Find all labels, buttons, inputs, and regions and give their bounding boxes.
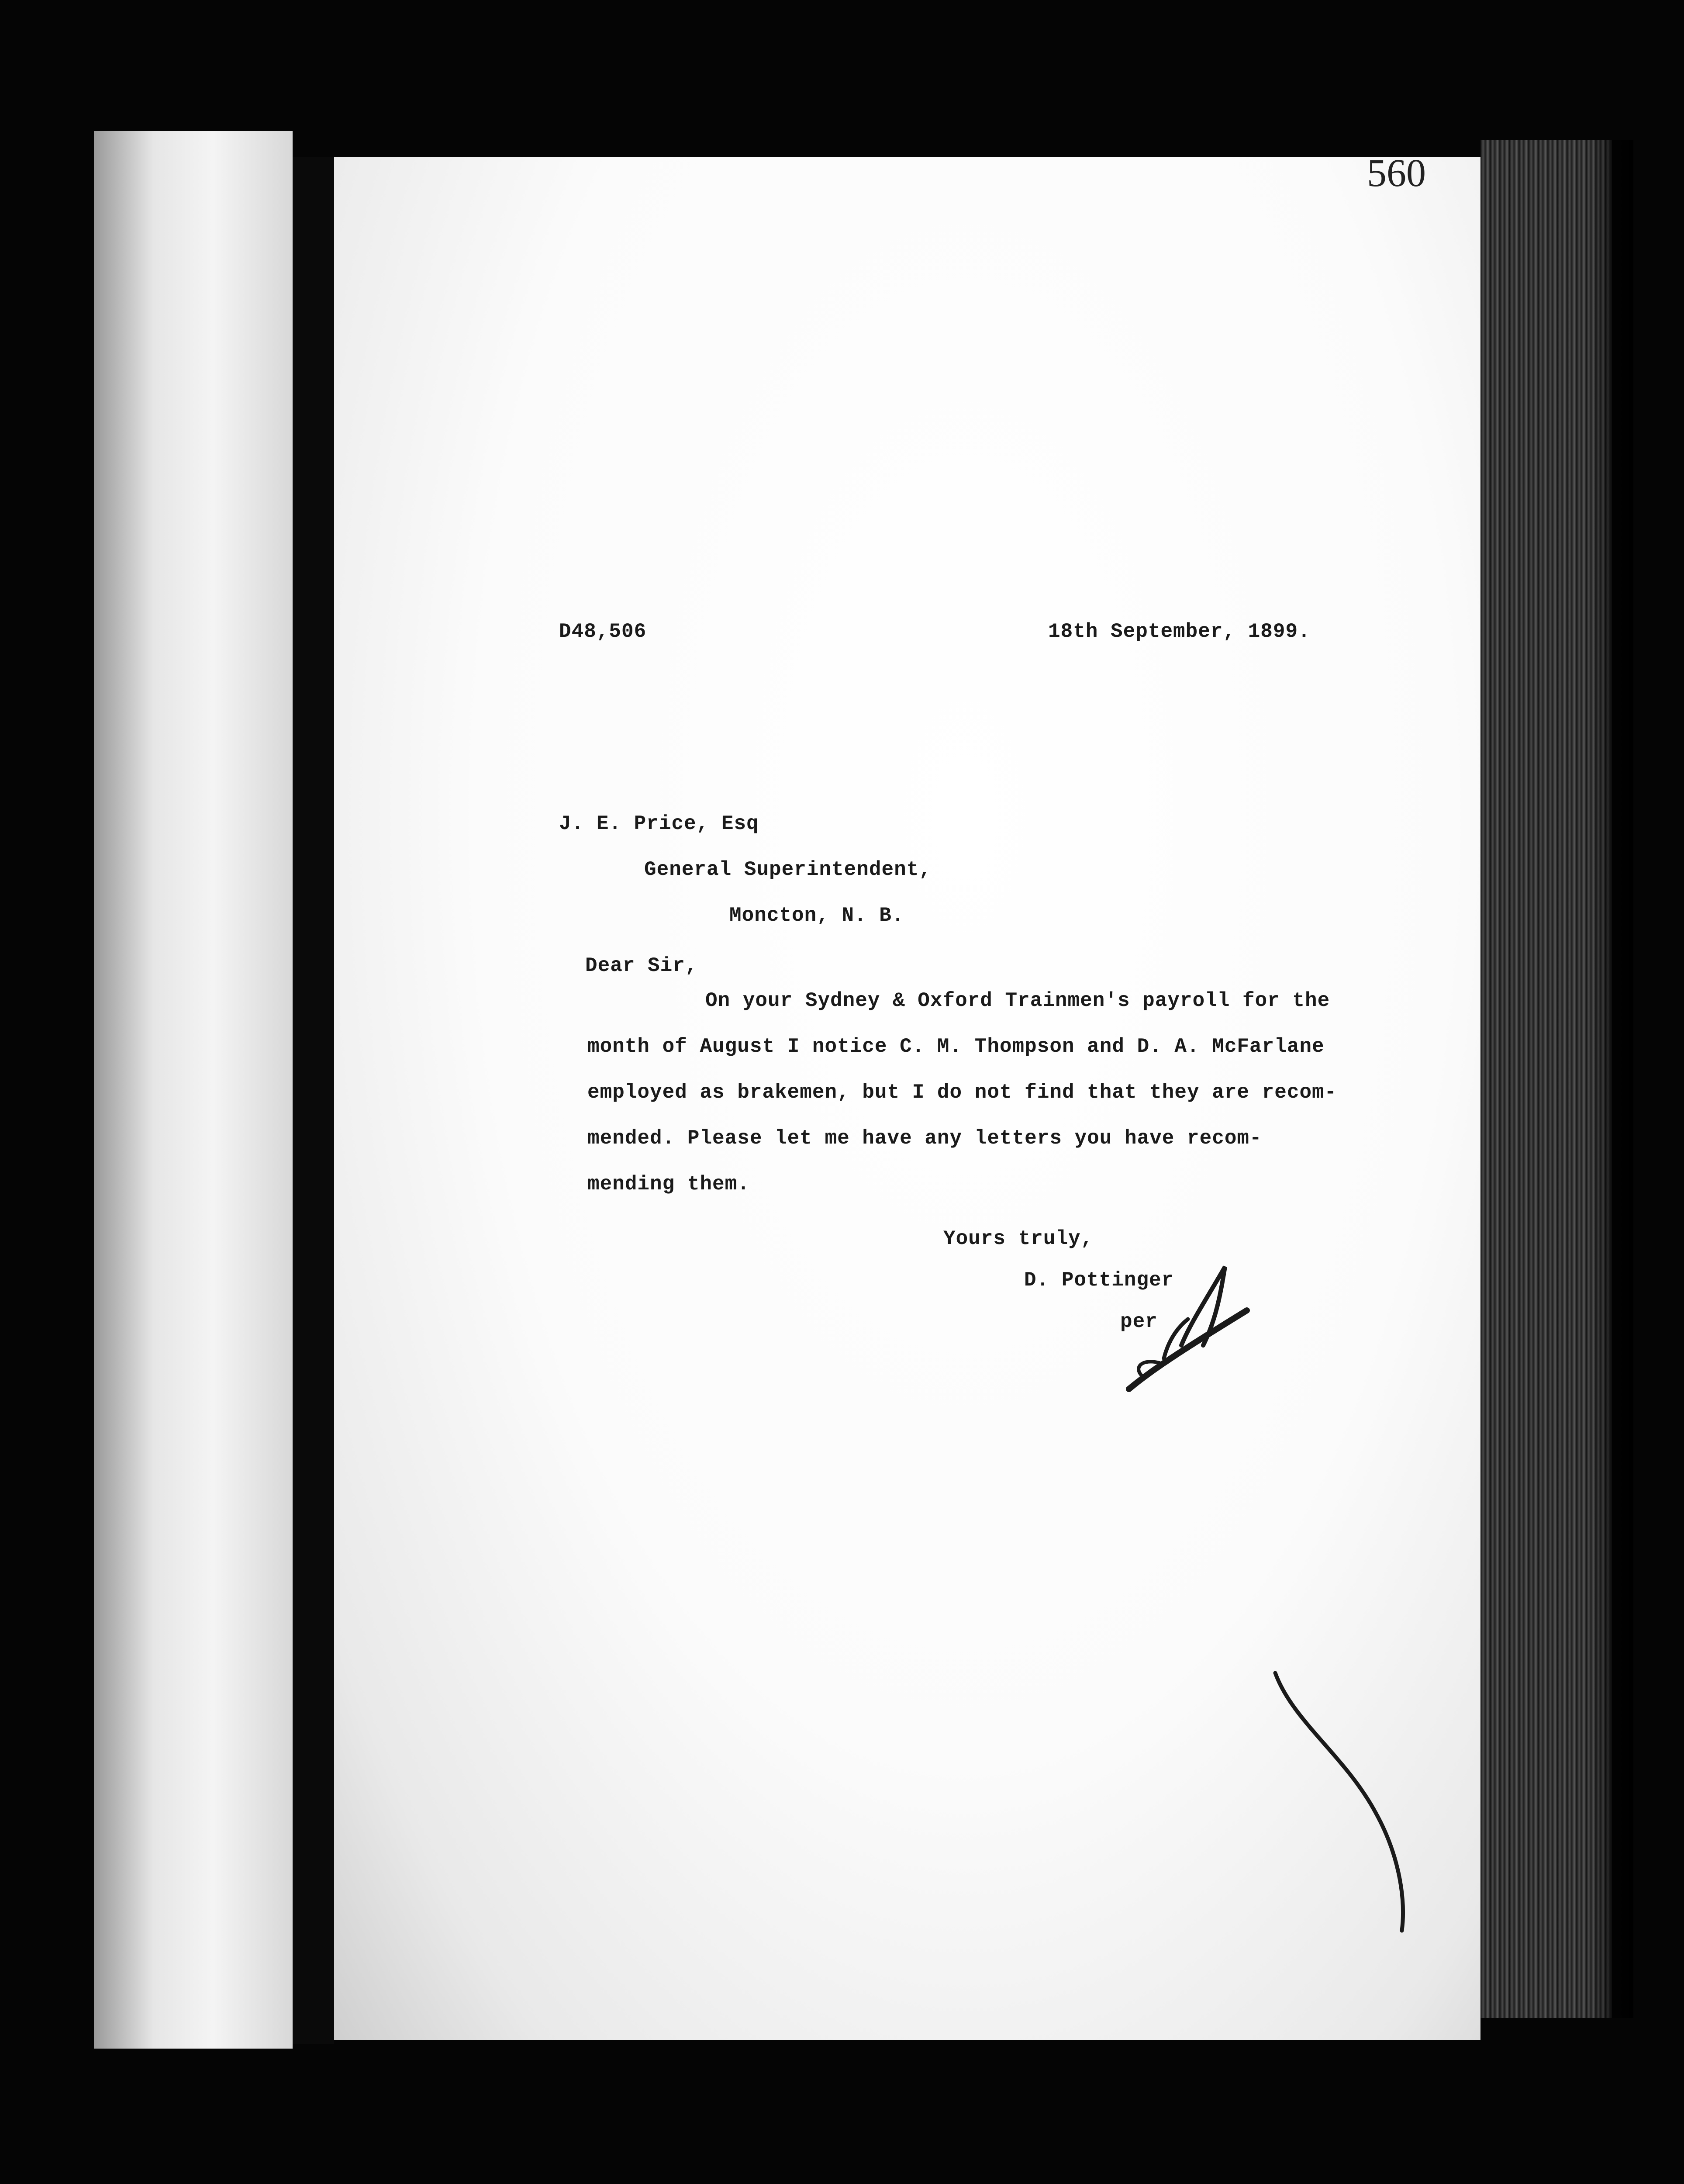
addressee-title: General Superintendent, bbox=[644, 858, 932, 881]
letter-date: 18th September, 1899. bbox=[1048, 620, 1311, 643]
body-line: employed as brakemen, but I do not find that they are recom- bbox=[587, 1081, 1337, 1104]
body-line: mended. Please let me have any letters you have recom- bbox=[587, 1127, 1262, 1150]
per-label: per bbox=[1120, 1310, 1158, 1333]
body-line: mending them. bbox=[587, 1173, 750, 1196]
left-page bbox=[94, 131, 293, 2049]
page-number: 560 bbox=[1367, 152, 1426, 195]
addressee-place: Moncton, N. B. bbox=[729, 904, 904, 927]
letter-reference: D48,506 bbox=[559, 620, 647, 643]
signatory: D. Pottinger bbox=[1024, 1269, 1174, 1292]
closing: Yours truly, bbox=[943, 1227, 1094, 1250]
salutation: Dear Sir, bbox=[585, 954, 698, 977]
edge-shadow bbox=[1590, 140, 1633, 2018]
handwritten-signature bbox=[1116, 1258, 1264, 1402]
addressee-name: J. E. Price, Esq bbox=[559, 812, 759, 835]
body-line: On your Sydney & Oxford Trainmen's payroll for the bbox=[705, 989, 1330, 1012]
body-line: month of August I notice C. M. Thompson and D. A. McFarlane bbox=[587, 1035, 1325, 1058]
pencil-mark bbox=[1266, 1669, 1432, 1939]
book-gutter bbox=[293, 157, 334, 2044]
